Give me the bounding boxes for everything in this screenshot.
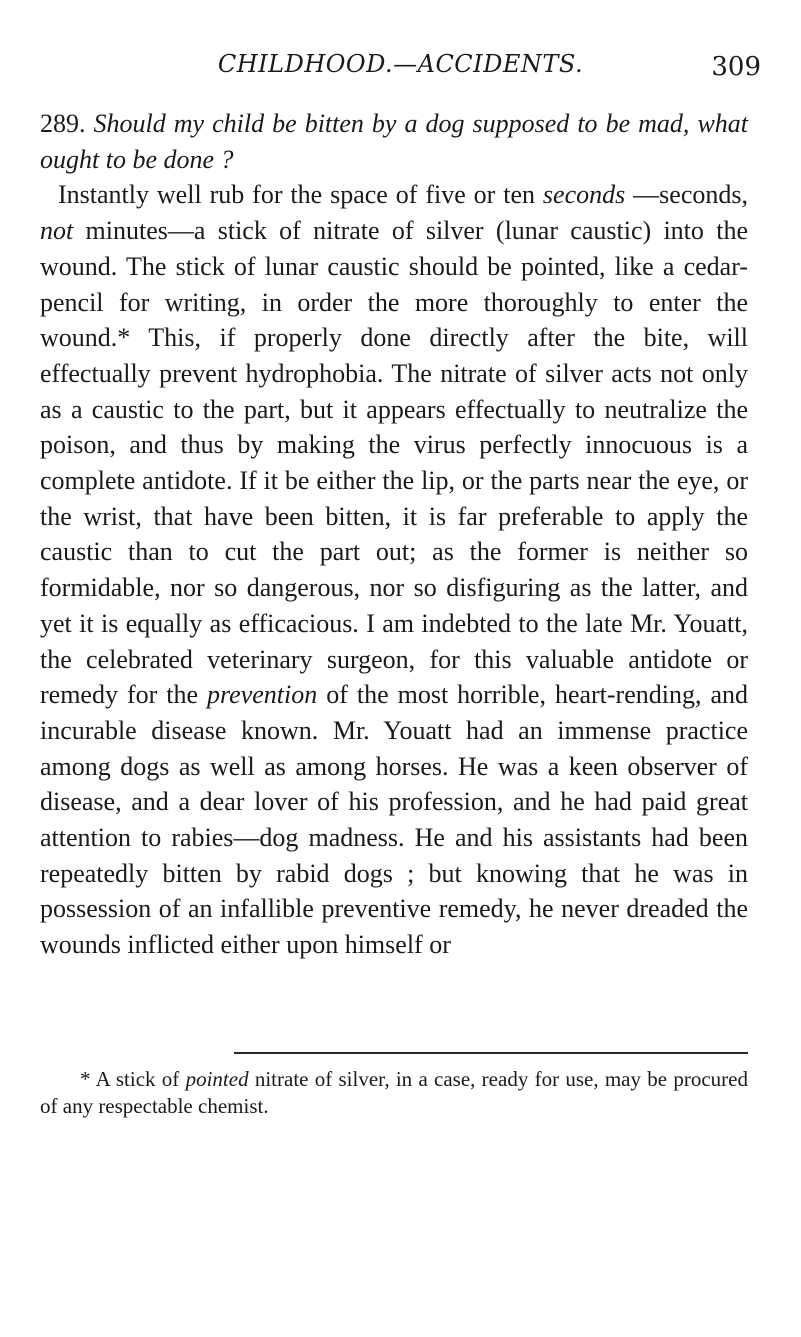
footnote-emphasis: pointed	[185, 1067, 249, 1091]
entry-question-text: Should my child be bitten by a dog supposed to be mad, what ought to be done ?	[40, 109, 749, 174]
answer-text-part: of the most horrible, heart-rending, and incurable disease known. Mr. Youatt had an immense practice among dogs as well as among horses. He was a keen observer of disease, and a dear lover of his profession, and he had paid great attention to rabies—dog madness. He and his assistants had been repeatedly bitten by rabid dogs ; but knowing that he was in possession of an infallible preventive remedy, he never dreaded the wounds inflicted either upon himself or	[40, 680, 749, 960]
footnote-text-part: nitrate of silver, in a case, ready for use, may be procured of any respectable chemist.	[40, 1067, 748, 1118]
answer-text-part: Instantly well rub for the space of five or ten	[58, 180, 543, 210]
entry-question	[40, 106, 748, 177]
entry-number: 289.	[40, 109, 86, 138]
footnote-text-part: A stick of	[90, 1067, 186, 1091]
page-number: 309	[711, 52, 761, 82]
emphasis-prevention: prevention	[207, 680, 318, 710]
answer-text-part: minutes—a stick of nitrate of silver (lunar caustic) into the wound. The stick of lunar caustic should be pointed, like a cedar-pencil for writing, in order the more thoroughly to enter the wound.* This, if properly done directly after the bite, will effectually prevent hydrophobia. The nitrate of silver acts not only as a caustic to the part, but it appears effectually to neutralize the poison, and thus by making the virus perfectly innocuous is a complete antidote. If it be either the lip, or the parts near the eye, or the wrist, that have been bitten, it is far preferable to apply the caustic than to cut the part out; as the former is neither so formidable, nor so dangerous, nor so disfiguring as the latter, and yet it is equally as efficacious. I am indebted to the late Mr. Youatt, the celebrated veterinary surgeon, for this valuable antidote or remedy for the	[40, 216, 748, 710]
footnote	[40, 1066, 748, 1120]
emphasis-not: not	[40, 216, 74, 246]
footnote-marker: *	[80, 1067, 91, 1091]
answer-text-part: —seconds,	[625, 180, 748, 210]
running-head	[40, 50, 761, 86]
emphasis-seconds: seconds	[542, 180, 626, 210]
answer-paragraph	[40, 177, 748, 962]
main-text	[40, 106, 748, 963]
footnote-rule	[234, 1052, 748, 1054]
running-head-title: CHILDHOOD.—ACCIDENTS.	[217, 50, 584, 78]
